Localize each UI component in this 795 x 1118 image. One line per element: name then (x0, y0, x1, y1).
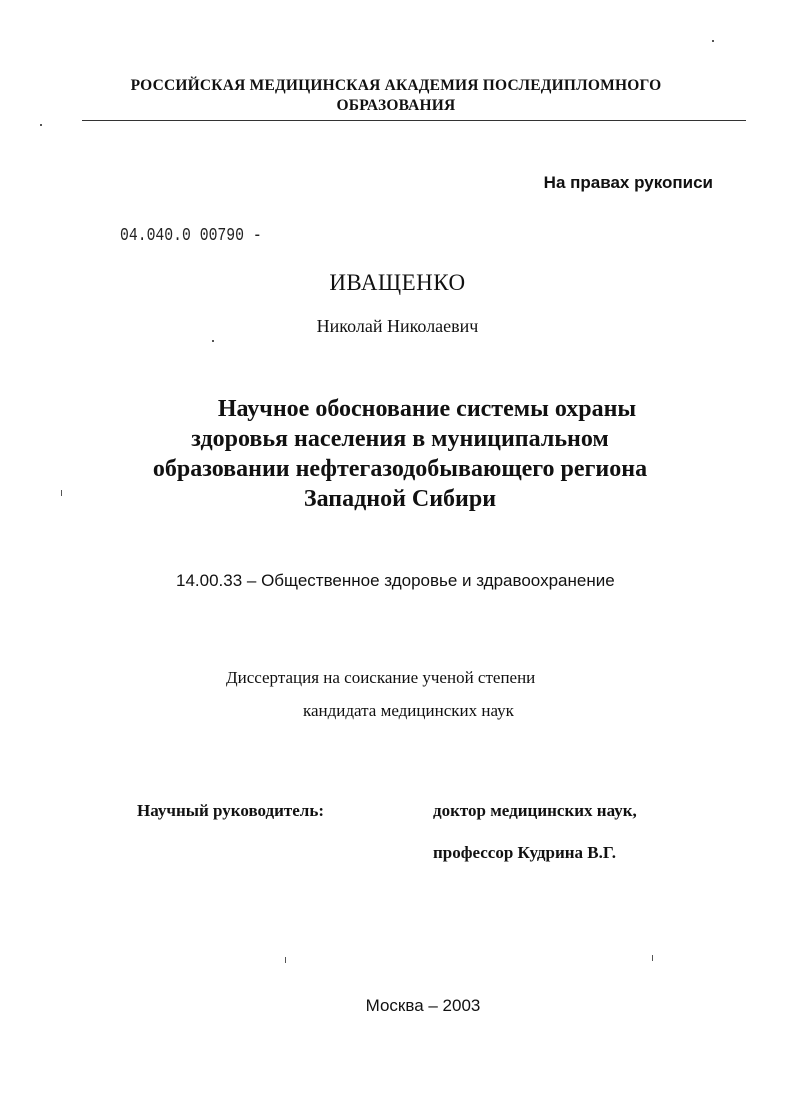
supervisor-label: Научный руководитель: (137, 801, 324, 820)
specialty-code: 14.00.33 – Общественное здоровье и здравоохранение (176, 571, 615, 590)
manuscript-note: На правах рукописи (543, 173, 713, 192)
scan-speck (712, 40, 714, 42)
supervisor-name: профессор Кудрина В.Г. (433, 843, 617, 862)
title-line: Научное обоснование системы охраны (217, 396, 637, 422)
title-line: Западной Сибири (303, 486, 497, 512)
scan-speck (652, 955, 653, 961)
header-divider (82, 120, 746, 121)
degree-line-2: кандидата медицинских наук (303, 701, 514, 720)
title-line: здоровья населения в муниципальном (191, 426, 609, 452)
supervisor-degree: доктор медицинских наук, (433, 801, 637, 820)
scan-speck (212, 340, 214, 342)
scan-speck (40, 124, 42, 126)
author-surname: ИВАЩЕНКО (329, 270, 466, 295)
title-line: образовании нефтегазодобывающего региона (152, 456, 648, 482)
author-name: Николай Николаевич (316, 316, 479, 336)
institution-name: РОССИЙСКАЯ МЕДИЦИНСКАЯ АКАДЕМИЯ ПОСЛЕДИПЛОМНОГО ОБРАЗОВАНИЯ (130, 77, 662, 114)
scan-speck (285, 957, 286, 963)
dissertation-title (100, 394, 700, 514)
inventory-number: 04.040.0 00790 - (120, 226, 262, 246)
place-year: Москва – 2003 (365, 996, 481, 1015)
scan-speck (61, 490, 62, 496)
degree-line-1: Диссертация на соискание ученой степени (226, 668, 536, 687)
